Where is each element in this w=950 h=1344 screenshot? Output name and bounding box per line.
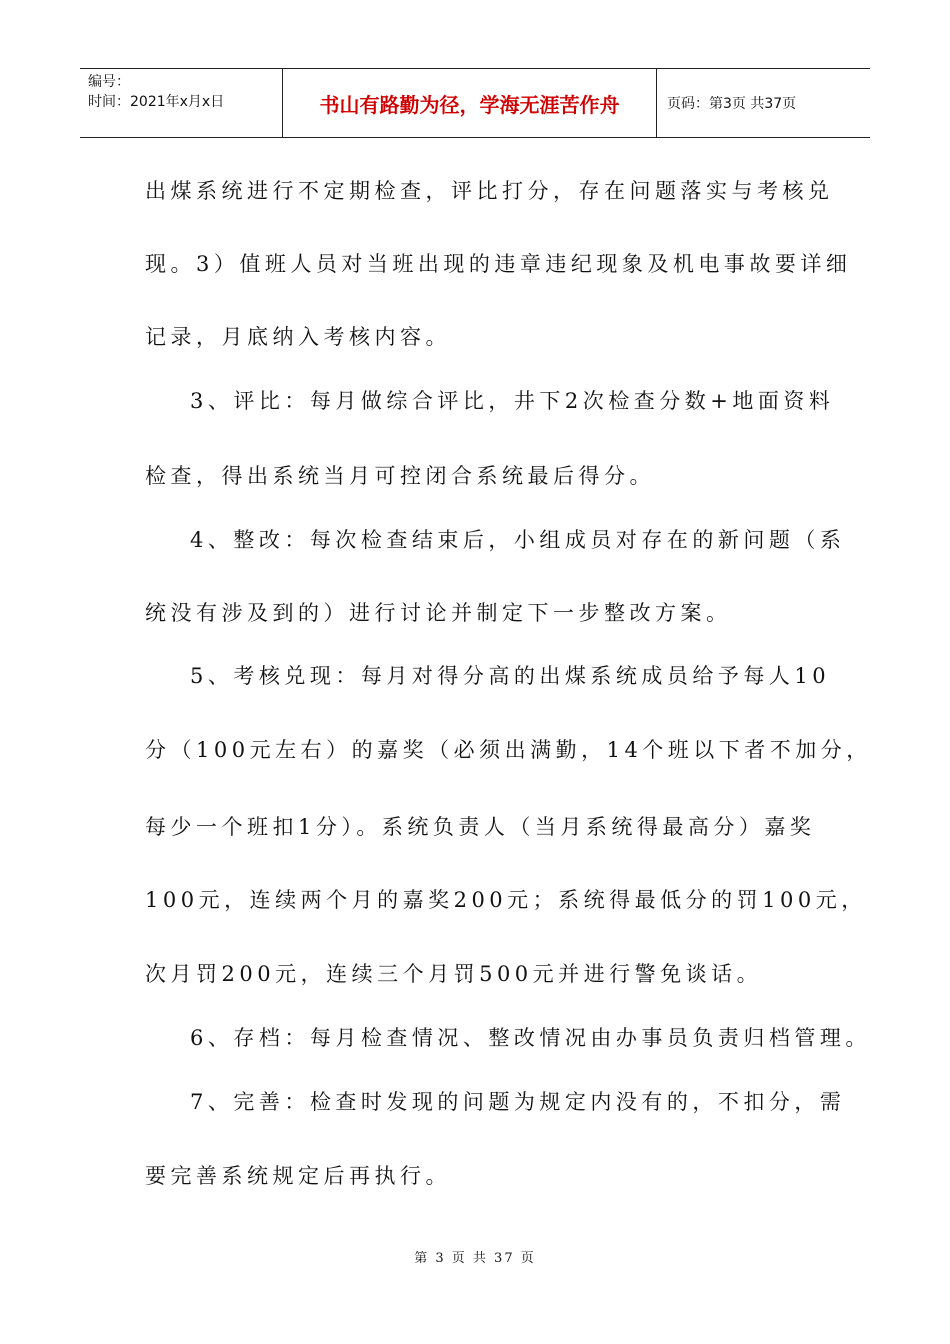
body-line: 3、评比：每月做综合评比，井下2次检查分数+地面资料 [190, 389, 835, 413]
body-line: 4、整改：每次检查结束后，小组成员对存在的新问题（系 [190, 528, 846, 552]
header-motto: 书山有路勤为径，学海无涯苦作舟 [283, 69, 657, 137]
body-line: 100元，连续两个月的嘉奖200元；系统得最低分的罚100元， [145, 888, 867, 912]
header-meta [80, 69, 283, 137]
body-line: 次月罚200元，连续三个月罚500元并进行警免谈话。 [145, 962, 763, 986]
page-header [80, 68, 870, 138]
header-page-info: 页码：第3页 共37页 [667, 96, 797, 112]
body-line: 分（100元左右）的嘉奖（必须出满勤，14个班以下者不加分， [145, 738, 872, 762]
page-footer: 第 3 页 共 37 页 [414, 1251, 536, 1266]
body-line: 6、存档：每月检查情况、整改情况由办事员负责归档管理。 [190, 1026, 871, 1050]
body-line: 出煤系统进行不定期检查，评比打分，存在问题落实与考核兑 [145, 179, 834, 203]
body-line: 现。3）值班人员对当班出现的违章违纪现象及机电事故要详细 [145, 252, 852, 276]
body-line: 检查，得出系统当月可控闭合系统最后得分。 [145, 464, 655, 488]
document-number-label: 编号： [88, 74, 130, 90]
body-line: 5、考核兑现：每月对得分高的出煤系统成员给予每人10 [190, 664, 831, 688]
body-line: 统没有涉及到的）进行讨论并制定下一步整改方案。 [145, 601, 732, 625]
document-time-label: 时间：2021年x月x日 [88, 94, 225, 110]
body-line: 7、完善：检查时发现的问题为规定内没有的，不扣分，需 [190, 1090, 846, 1114]
body-line: 要完善系统规定后再执行。 [145, 1164, 451, 1188]
body-line: 记录，月底纳入考核内容。 [145, 325, 451, 349]
body-line: 每少一个班扣1分）。系统负责人（当月系统得最高分）嘉奖 [145, 815, 816, 839]
